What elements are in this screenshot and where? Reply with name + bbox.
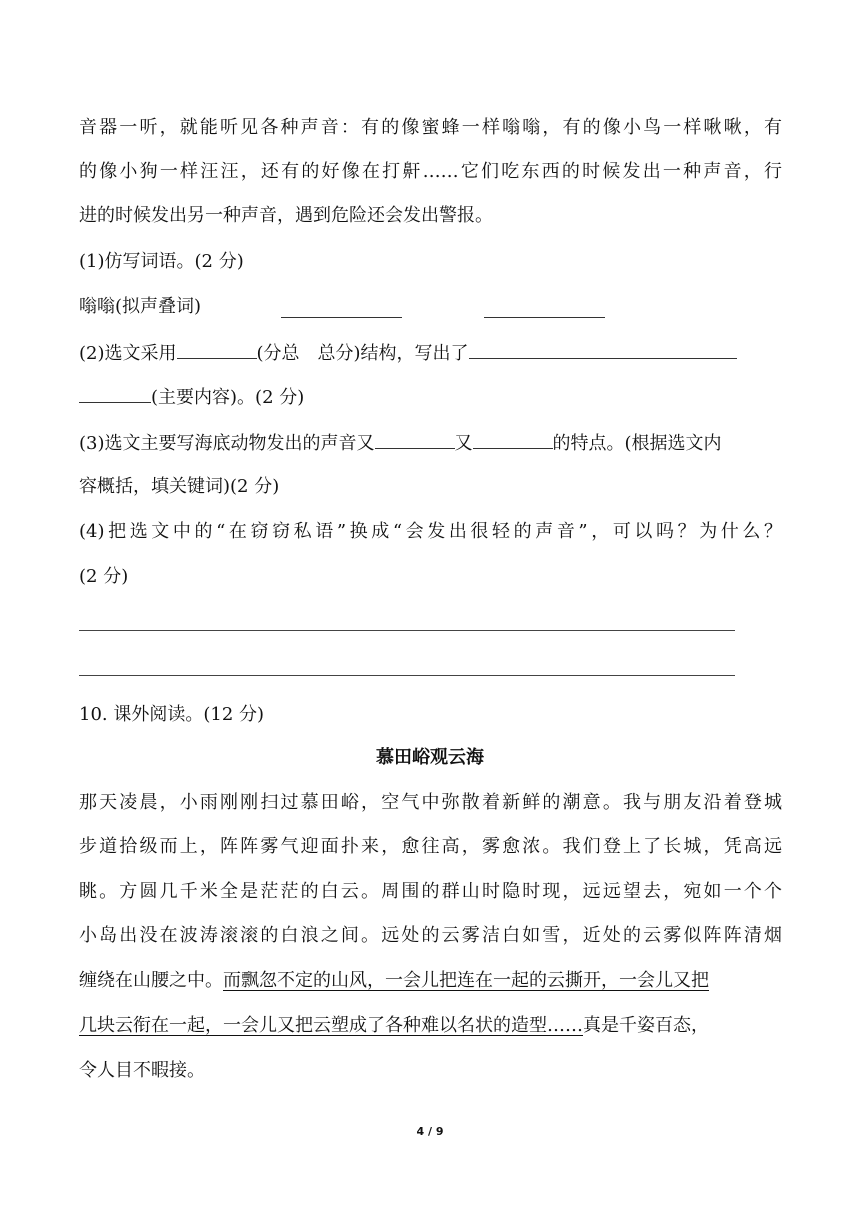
article-title: 慕田峪观云海 [376, 747, 484, 768]
question-4-line-2: (2 分) [79, 566, 129, 587]
question-3-line-1 [79, 430, 722, 456]
question-3-part-2: 又 [454, 433, 473, 454]
answer-blank-1b[interactable] [484, 299, 605, 318]
article-line-2: 步道拾级而上，阵阵雾气迎面扑来，愈往高，雾愈浓。我们登上了长城，凭高远 [79, 836, 782, 857]
question-1-example-row [79, 295, 201, 319]
question-2-line-1 [79, 340, 737, 366]
answer-blank-2a[interactable] [177, 340, 257, 359]
passage-line-3: 进的时候发出另一种声音，遇到危险还会发出警报。 [79, 205, 493, 226]
passage-line-1: 音器一听，就能听见各种声音：有的像蜜蜂一样嗡嗡，有的像小鸟一样啾啾，有 [79, 117, 782, 138]
article-line-1: 那天凌晨，小雨刚刚扫过慕田峪，空气中弥散着新鲜的潮意。我与朋友沿着登城 [79, 792, 782, 813]
answer-blank-1a[interactable] [281, 299, 402, 318]
question-1-example: 嗡嗡(拟声叠词) [79, 296, 202, 317]
question-2-line-2 [79, 384, 304, 410]
question-3-line-2: 容概括，填关键词)(2 分) [79, 476, 280, 497]
section-10-heading: 10. 课外阅读。(12 分) [79, 704, 265, 725]
article-line-4: 小岛出没在波涛滚滚的白浪之间。远处的云雾洁白如雪，近处的云雾似阵阵清烟 [79, 925, 782, 946]
question-2-part-1: (2)选文采用 [79, 343, 177, 364]
article-line-5-plain: 缠绕在山腰之中。 [79, 970, 223, 991]
article-line-6-plain: 真是千姿百态， [583, 1015, 709, 1036]
answer-line-1[interactable] [79, 630, 735, 631]
answer-blank-2c[interactable] [79, 384, 151, 403]
question-2-part-2: (分总 总分)结构，写出了 [256, 343, 469, 364]
answer-blank-2b[interactable] [469, 340, 737, 359]
article-line-3: 眺。方圆几千米全是茫茫的白云。周围的群山时隐时现，远远望去，宛如一个个 [79, 881, 782, 902]
page-number: 4 / 9 [416, 1125, 444, 1138]
answer-line-2[interactable] [79, 675, 735, 676]
answer-blank-3a[interactable] [375, 430, 455, 449]
question-4-line-1: (4)把选文中的“在窃窃私语”换成“会发出很轻的声音”，可以吗？为什么？ [79, 521, 782, 542]
answer-blank-3b[interactable] [473, 430, 553, 449]
article-line-5 [79, 969, 709, 993]
question-2-part-3: (主要内容)。(2 分) [151, 387, 305, 408]
article-line-7: 令人目不暇接。 [79, 1060, 205, 1081]
question-3-part-1: (3)选文主要写海底动物发出的声音又 [79, 433, 375, 454]
question-1: (1)仿写词语。(2 分) [79, 251, 244, 272]
article-line-6 [79, 1014, 709, 1038]
question-3-part-3: 的特点。(根据选文内 [552, 433, 722, 454]
passage-line-2: 的像小狗一样汪汪，还有的好像在打鼾……它们吃东西的时候发出一种声音，行 [79, 161, 782, 182]
article-underlined-sentence-part-2: 几块云衔在一起，一会儿又把云塑成了各种难以名状的造型…… [79, 1015, 583, 1036]
article-underlined-sentence-part-1: 而飘忽不定的山风，一会儿把连在一起的云撕开，一会儿又把 [223, 970, 709, 991]
